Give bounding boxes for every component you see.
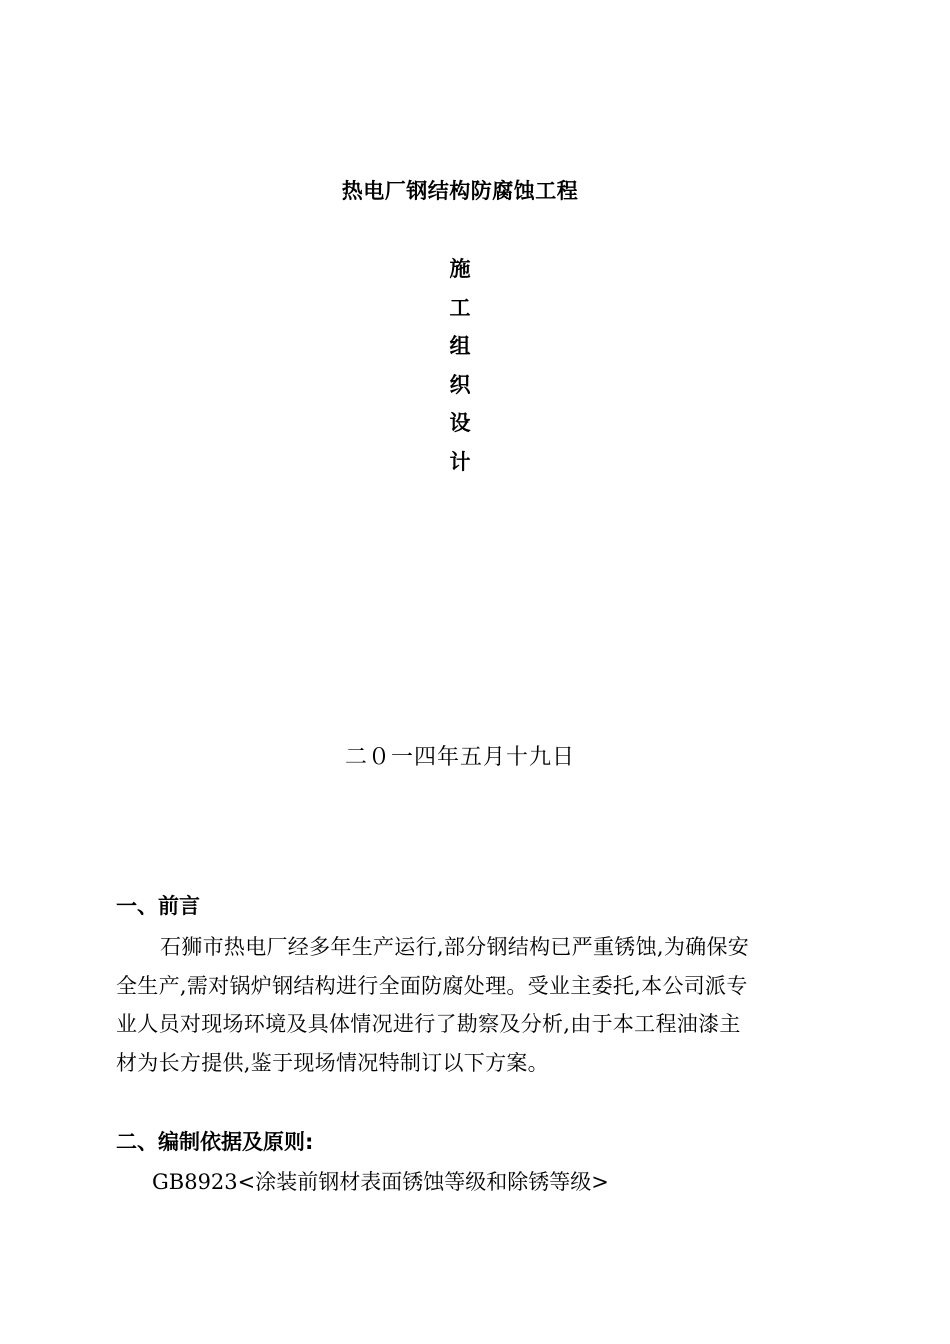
- vertical-subtitle-char: 组: [449, 334, 471, 358]
- basis-list-item: GB8923<涂装前钢材表面锈蚀等级和除锈等级>: [152, 1170, 609, 1194]
- paragraph-line: 材为长方提供,鉴于现场情况特制订以下方案。: [116, 1050, 549, 1075]
- intro-paragraph: [116, 928, 820, 1082]
- vertical-subtitle-char: 计: [449, 449, 471, 474]
- section-heading-intro: 一、前言: [116, 894, 200, 918]
- paragraph-line: 石狮市热电厂经多年生产运行,部分钢结构已严重锈蚀,为确保安: [160, 935, 750, 959]
- vertical-subtitle-char: 织: [449, 372, 471, 397]
- document-title: 热电厂钢结构防腐蚀工程: [341, 179, 579, 203]
- vertical-subtitle-char: 设: [449, 411, 471, 435]
- vertical-subtitle: [430, 250, 490, 481]
- document-date: 二０一四年五月十九日: [344, 745, 575, 770]
- section-heading-basis: 二、编制依据及原则:: [116, 1130, 314, 1154]
- vertical-subtitle-char: 工: [449, 295, 471, 320]
- paragraph-line: 全生产,需对锅炉钢结构进行全面防腐处理。受业主委托,本公司派专: [116, 973, 748, 998]
- vertical-subtitle-char: 施: [449, 257, 471, 281]
- paragraph-line: 业人员对现场环境及具体情况进行了勘察及分析,由于本工程油漆主: [116, 1012, 741, 1036]
